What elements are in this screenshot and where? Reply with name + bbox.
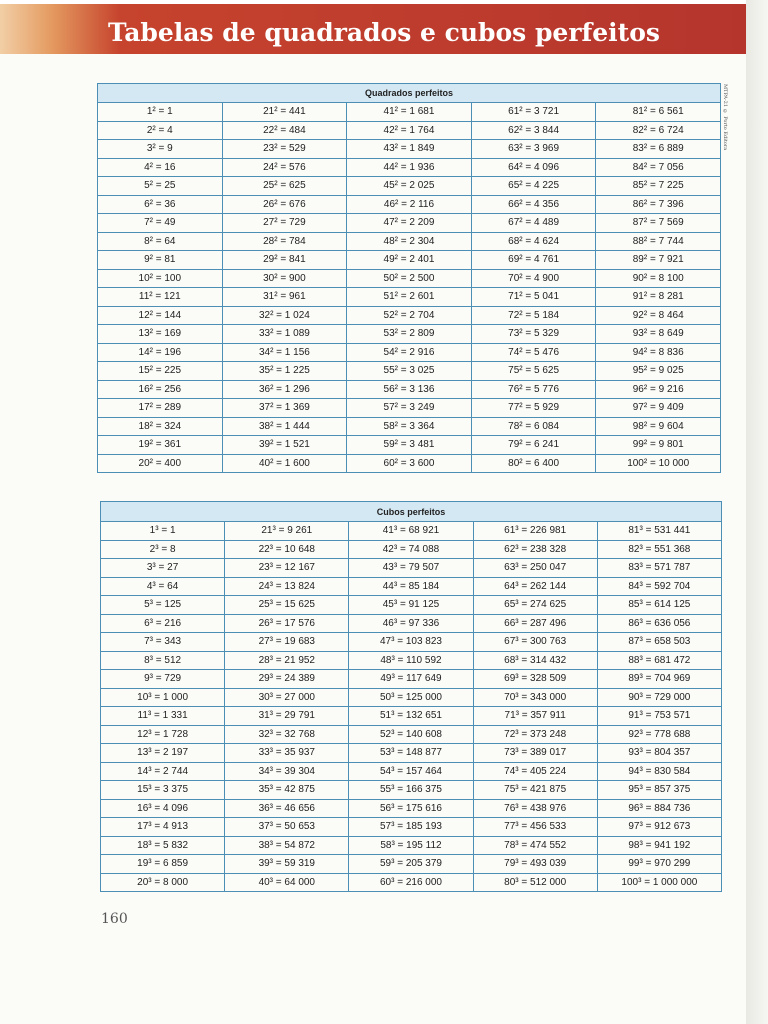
table-cell: 3³ = 27 [101, 559, 225, 578]
squares-row [98, 288, 721, 307]
table-cell: 83³ = 571 787 [597, 559, 721, 578]
table-cell: 92² = 8 464 [596, 306, 721, 325]
table-cell: 60² = 3 600 [347, 454, 472, 473]
table-cell: 89² = 7 921 [596, 251, 721, 270]
table-cell: 85³ = 614 125 [597, 596, 721, 615]
table-cell: 99³ = 970 299 [597, 855, 721, 874]
table-cell: 94² = 8 836 [596, 343, 721, 362]
cubes-row [101, 818, 722, 837]
table-cell: 15³ = 3 375 [101, 781, 225, 800]
table-cell: 48³ = 110 592 [349, 651, 473, 670]
table-cell: 77³ = 456 533 [473, 818, 597, 837]
side-note: MTPA-21 © Porto Editora [722, 84, 728, 151]
table-cell: 97² = 9 409 [596, 399, 721, 418]
table-cell: 82² = 6 724 [596, 121, 721, 140]
table-cell: 34² = 1 156 [222, 343, 347, 362]
table-cell: 44² = 1 936 [347, 158, 472, 177]
table-cell: 56² = 3 136 [347, 380, 472, 399]
table-cell: 25² = 625 [222, 177, 347, 196]
squares-row [98, 232, 721, 251]
cubes-row [101, 762, 722, 781]
table-cell: 64² = 4 096 [471, 158, 596, 177]
table-cell: 88³ = 681 472 [597, 651, 721, 670]
table-cell: 55² = 3 025 [347, 362, 472, 381]
squares-row [98, 399, 721, 418]
table-cell: 79² = 6 241 [471, 436, 596, 455]
table-cell: 5³ = 125 [101, 596, 225, 615]
table-cell: 66³ = 287 496 [473, 614, 597, 633]
table-cell: 78² = 6 084 [471, 417, 596, 436]
table-cell: 94³ = 830 584 [597, 762, 721, 781]
table-cell: 1² = 1 [98, 103, 223, 122]
table-cell: 32² = 1 024 [222, 306, 347, 325]
table-cell: 69² = 4 761 [471, 251, 596, 270]
table-cell: 65² = 4 225 [471, 177, 596, 196]
table-cell: 61² = 3 721 [471, 103, 596, 122]
table-cell: 5² = 25 [98, 177, 223, 196]
table-cell: 19² = 361 [98, 436, 223, 455]
title-banner [0, 4, 746, 54]
table-cell: 69³ = 328 509 [473, 670, 597, 689]
table-cell: 52² = 2 704 [347, 306, 472, 325]
table-cell: 90³ = 729 000 [597, 688, 721, 707]
table-cell: 70² = 4 900 [471, 269, 596, 288]
table-cell: 83² = 6 889 [596, 140, 721, 159]
table-cell: 22³ = 10 648 [225, 540, 349, 559]
table-cell: 59³ = 205 379 [349, 855, 473, 874]
table-cell: 10² = 100 [98, 269, 223, 288]
table-cell: 81³ = 531 441 [597, 522, 721, 541]
table-cell: 89³ = 704 969 [597, 670, 721, 689]
table-cell: 33³ = 35 937 [225, 744, 349, 763]
squares-row [98, 214, 721, 233]
table-cell: 67³ = 300 763 [473, 633, 597, 652]
table-cell: 60³ = 216 000 [349, 873, 473, 892]
cubes-row [101, 873, 722, 892]
table-cell: 46² = 2 116 [347, 195, 472, 214]
table-cell: 79³ = 493 039 [473, 855, 597, 874]
table-cell: 73² = 5 329 [471, 325, 596, 344]
table-cell: 14³ = 2 744 [101, 762, 225, 781]
squares-row [98, 306, 721, 325]
table-cell: 81² = 6 561 [596, 103, 721, 122]
table-cell: 36³ = 46 656 [225, 799, 349, 818]
table-cell: 36² = 1 296 [222, 380, 347, 399]
table-cell: 72² = 5 184 [471, 306, 596, 325]
table-cell: 42³ = 74 088 [349, 540, 473, 559]
squares-row [98, 417, 721, 436]
table-cell: 70³ = 343 000 [473, 688, 597, 707]
squares-row [98, 343, 721, 362]
table-cell: 48² = 2 304 [347, 232, 472, 251]
table-cell: 66² = 4 356 [471, 195, 596, 214]
table-cell: 23² = 529 [222, 140, 347, 159]
table-cell: 31³ = 29 791 [225, 707, 349, 726]
table-cell: 58² = 3 364 [347, 417, 472, 436]
squares-row [98, 177, 721, 196]
table-cell: 59² = 3 481 [347, 436, 472, 455]
cubes-table-body [101, 502, 722, 892]
cubes-title: Cubos perfeitos [101, 502, 722, 522]
table-cell: 30³ = 27 000 [225, 688, 349, 707]
cubes-row [101, 836, 722, 855]
cubes-row [101, 540, 722, 559]
table-cell: 86² = 7 396 [596, 195, 721, 214]
table-cell: 99² = 9 801 [596, 436, 721, 455]
cubes-row [101, 559, 722, 578]
table-cell: 78³ = 474 552 [473, 836, 597, 855]
squares-row [98, 454, 721, 473]
table-cell: 32³ = 32 768 [225, 725, 349, 744]
table-cell: 13² = 169 [98, 325, 223, 344]
table-cell: 24² = 576 [222, 158, 347, 177]
table-cell: 12³ = 1 728 [101, 725, 225, 744]
table-cell: 50² = 2 500 [347, 269, 472, 288]
table-cell: 87³ = 658 503 [597, 633, 721, 652]
table-cell: 24³ = 13 824 [225, 577, 349, 596]
page-title: Tabelas de quadrados e cubos perfeitos [108, 18, 660, 47]
table-cell: 18³ = 5 832 [101, 836, 225, 855]
table-cell: 49³ = 117 649 [349, 670, 473, 689]
table-cell: 85² = 7 225 [596, 177, 721, 196]
squares-row [98, 362, 721, 381]
table-cell: 58³ = 195 112 [349, 836, 473, 855]
squares-row [98, 140, 721, 159]
table-cell: 11² = 121 [98, 288, 223, 307]
table-cell: 41² = 1 681 [347, 103, 472, 122]
cubes-row [101, 688, 722, 707]
table-cell: 27² = 729 [222, 214, 347, 233]
squares-row [98, 380, 721, 399]
table-cell: 98³ = 941 192 [597, 836, 721, 855]
squares-table [97, 83, 721, 473]
table-cell: 35² = 1 225 [222, 362, 347, 381]
squares-title: Quadrados perfeitos [98, 84, 721, 103]
table-cell: 13³ = 2 197 [101, 744, 225, 763]
table-cell: 20² = 400 [98, 454, 223, 473]
table-cell: 96³ = 884 736 [597, 799, 721, 818]
table-cell: 71³ = 357 911 [473, 707, 597, 726]
table-cell: 54² = 2 916 [347, 343, 472, 362]
table-cell: 95³ = 857 375 [597, 781, 721, 800]
table-cell: 37² = 1 369 [222, 399, 347, 418]
table-cell: 40² = 1 600 [222, 454, 347, 473]
squares-row [98, 158, 721, 177]
table-cell: 46³ = 97 336 [349, 614, 473, 633]
table-cell: 29³ = 24 389 [225, 670, 349, 689]
table-cell: 57² = 3 249 [347, 399, 472, 418]
table-cell: 10³ = 1 000 [101, 688, 225, 707]
table-cell: 16³ = 4 096 [101, 799, 225, 818]
table-cell: 80³ = 512 000 [473, 873, 597, 892]
squares-table-body [98, 84, 721, 473]
table-cell: 93² = 8 649 [596, 325, 721, 344]
table-cell: 21³ = 9 261 [225, 522, 349, 541]
table-cell: 2² = 4 [98, 121, 223, 140]
table-cell: 54³ = 157 464 [349, 762, 473, 781]
table-cell: 45² = 2 025 [347, 177, 472, 196]
table-cell: 33² = 1 089 [222, 325, 347, 344]
table-cell: 63² = 3 969 [471, 140, 596, 159]
squares-row [98, 195, 721, 214]
table-cell: 18² = 324 [98, 417, 223, 436]
table-cell: 49² = 2 401 [347, 251, 472, 270]
table-cell: 16² = 256 [98, 380, 223, 399]
table-cell: 15² = 225 [98, 362, 223, 381]
table-cell: 50³ = 125 000 [349, 688, 473, 707]
table-cell: 100² = 10 000 [596, 454, 721, 473]
table-cell: 6³ = 216 [101, 614, 225, 633]
table-cell: 56³ = 175 616 [349, 799, 473, 818]
page-edge [746, 0, 768, 1024]
squares-header-row [98, 84, 721, 103]
table-cell: 97³ = 912 673 [597, 818, 721, 837]
table-cell: 38³ = 54 872 [225, 836, 349, 855]
table-cell: 38² = 1 444 [222, 417, 347, 436]
table-cell: 35³ = 42 875 [225, 781, 349, 800]
table-cell: 19³ = 6 859 [101, 855, 225, 874]
table-cell: 7² = 49 [98, 214, 223, 233]
table-cell: 41³ = 68 921 [349, 522, 473, 541]
table-cell: 22² = 484 [222, 121, 347, 140]
table-cell: 17² = 289 [98, 399, 223, 418]
table-cell: 61³ = 226 981 [473, 522, 597, 541]
table-cell: 72³ = 373 248 [473, 725, 597, 744]
table-cell: 21² = 441 [222, 103, 347, 122]
cubes-table [100, 501, 722, 892]
squares-row [98, 325, 721, 344]
table-cell: 34³ = 39 304 [225, 762, 349, 781]
table-cell: 27³ = 19 683 [225, 633, 349, 652]
table-cell: 55³ = 166 375 [349, 781, 473, 800]
table-cell: 28³ = 21 952 [225, 651, 349, 670]
table-cell: 88² = 7 744 [596, 232, 721, 251]
cubes-row [101, 725, 722, 744]
cubes-row [101, 855, 722, 874]
squares-row [98, 436, 721, 455]
table-cell: 8³ = 512 [101, 651, 225, 670]
table-cell: 7³ = 343 [101, 633, 225, 652]
table-cell: 63³ = 250 047 [473, 559, 597, 578]
table-cell: 87² = 7 569 [596, 214, 721, 233]
table-cell: 80² = 6 400 [471, 454, 596, 473]
squares-row [98, 103, 721, 122]
table-cell: 67² = 4 489 [471, 214, 596, 233]
table-cell: 37³ = 50 653 [225, 818, 349, 837]
table-cell: 23³ = 12 167 [225, 559, 349, 578]
table-cell: 92³ = 778 688 [597, 725, 721, 744]
table-cell: 9² = 81 [98, 251, 223, 270]
table-cell: 84² = 7 056 [596, 158, 721, 177]
table-cell: 84³ = 592 704 [597, 577, 721, 596]
table-cell: 40³ = 64 000 [225, 873, 349, 892]
table-cell: 43³ = 79 507 [349, 559, 473, 578]
cubes-row [101, 707, 722, 726]
cubes-row [101, 596, 722, 615]
table-cell: 90² = 8 100 [596, 269, 721, 288]
table-cell: 44³ = 85 184 [349, 577, 473, 596]
table-cell: 62³ = 238 328 [473, 540, 597, 559]
table-cell: 9³ = 729 [101, 670, 225, 689]
table-cell: 30² = 900 [222, 269, 347, 288]
cubes-row [101, 577, 722, 596]
table-cell: 95² = 9 025 [596, 362, 721, 381]
table-cell: 47³ = 103 823 [349, 633, 473, 652]
table-cell: 86³ = 636 056 [597, 614, 721, 633]
table-cell: 65³ = 274 625 [473, 596, 597, 615]
squares-row [98, 251, 721, 270]
cubes-row [101, 614, 722, 633]
table-cell: 28² = 784 [222, 232, 347, 251]
table-cell: 2³ = 8 [101, 540, 225, 559]
table-cell: 53³ = 148 877 [349, 744, 473, 763]
table-cell: 26³ = 17 576 [225, 614, 349, 633]
table-cell: 45³ = 91 125 [349, 596, 473, 615]
table-cell: 91³ = 753 571 [597, 707, 721, 726]
table-cell: 77² = 5 929 [471, 399, 596, 418]
table-cell: 100³ = 1 000 000 [597, 873, 721, 892]
cubes-row [101, 522, 722, 541]
table-cell: 76³ = 438 976 [473, 799, 597, 818]
squares-row [98, 121, 721, 140]
table-cell: 71² = 5 041 [471, 288, 596, 307]
table-cell: 4² = 16 [98, 158, 223, 177]
page-number: 160 [101, 911, 128, 927]
table-cell: 20³ = 8 000 [101, 873, 225, 892]
table-cell: 74² = 5 476 [471, 343, 596, 362]
table-cell: 82³ = 551 368 [597, 540, 721, 559]
table-cell: 39³ = 59 319 [225, 855, 349, 874]
table-cell: 31² = 961 [222, 288, 347, 307]
table-cell: 68² = 4 624 [471, 232, 596, 251]
table-cell: 93³ = 804 357 [597, 744, 721, 763]
table-cell: 3² = 9 [98, 140, 223, 159]
table-cell: 75³ = 421 875 [473, 781, 597, 800]
table-cell: 6² = 36 [98, 195, 223, 214]
table-cell: 11³ = 1 331 [101, 707, 225, 726]
table-cell: 73³ = 389 017 [473, 744, 597, 763]
table-cell: 1³ = 1 [101, 522, 225, 541]
squares-row [98, 269, 721, 288]
table-cell: 98² = 9 604 [596, 417, 721, 436]
table-cell: 51² = 2 601 [347, 288, 472, 307]
cubes-row [101, 651, 722, 670]
table-cell: 26² = 676 [222, 195, 347, 214]
cubes-row [101, 670, 722, 689]
cubes-row [101, 633, 722, 652]
table-cell: 57³ = 185 193 [349, 818, 473, 837]
table-cell: 42² = 1 764 [347, 121, 472, 140]
table-cell: 64³ = 262 144 [473, 577, 597, 596]
table-cell: 47² = 2 209 [347, 214, 472, 233]
table-cell: 62² = 3 844 [471, 121, 596, 140]
cubes-header-row [101, 502, 722, 522]
table-cell: 75² = 5 625 [471, 362, 596, 381]
table-cell: 51³ = 132 651 [349, 707, 473, 726]
table-cell: 17³ = 4 913 [101, 818, 225, 837]
table-cell: 96² = 9 216 [596, 380, 721, 399]
cubes-row [101, 781, 722, 800]
table-cell: 39² = 1 521 [222, 436, 347, 455]
table-cell: 25³ = 15 625 [225, 596, 349, 615]
table-cell: 74³ = 405 224 [473, 762, 597, 781]
table-cell: 4³ = 64 [101, 577, 225, 596]
table-cell: 52³ = 140 608 [349, 725, 473, 744]
table-cell: 29² = 841 [222, 251, 347, 270]
table-cell: 91² = 8 281 [596, 288, 721, 307]
table-cell: 76² = 5 776 [471, 380, 596, 399]
cubes-row [101, 799, 722, 818]
table-cell: 14² = 196 [98, 343, 223, 362]
table-cell: 53² = 2 809 [347, 325, 472, 344]
table-cell: 12² = 144 [98, 306, 223, 325]
cubes-row [101, 744, 722, 763]
table-cell: 8² = 64 [98, 232, 223, 251]
table-cell: 43² = 1 849 [347, 140, 472, 159]
table-cell: 68³ = 314 432 [473, 651, 597, 670]
